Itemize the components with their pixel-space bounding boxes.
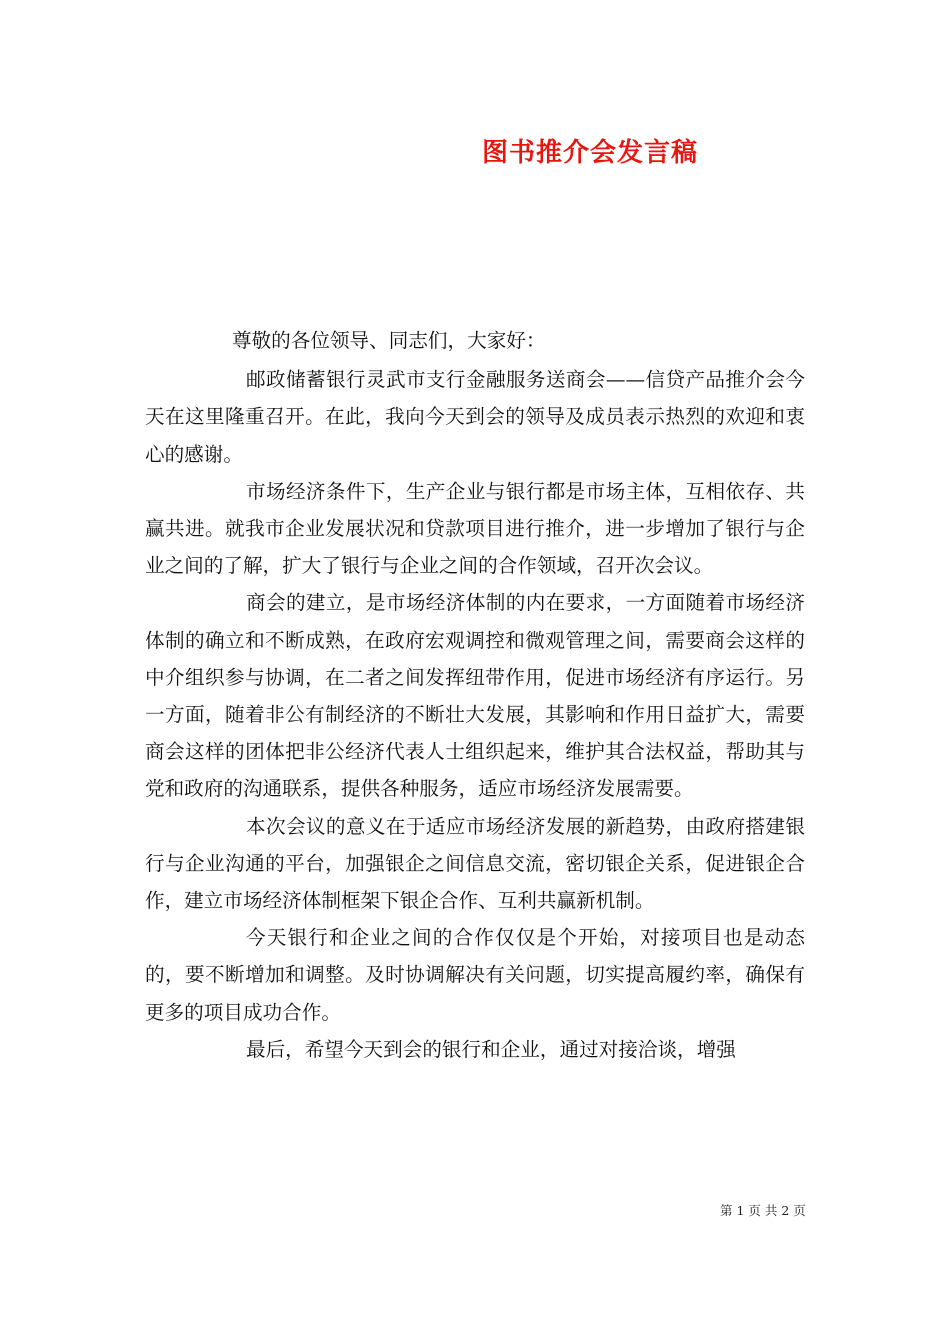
paragraph-3: 商会的建立，是市场经济体制的内在要求，一方面随着市场经济体制的确立和不断成熟，在政府宏观调控和微观管理之间，需要商会这样的中介组织参与协调，在二者之间发挥纽带作用，促进市场经济有序运行。另一方面，随着非公有制经济的不断壮大发展，其影响和作用日益扩大，需要商会这样的团体把非公经济代表人士组织起来，维护其合法权益，帮助其与党和政府的沟通联系，提供各种服务，适应市场经济发展需要。 bbox=[145, 591, 805, 801]
document-title: 图书推介会发言稿 bbox=[481, 138, 698, 168]
greeting: 尊敬的各位领导、同志们，大家好： bbox=[232, 329, 546, 352]
paragraph-5: 今天银行和企业之间的合作仅仅是个开始，对接项目也是动态的，要不断增加和调整。及时协调解决有关问题，切实提高履约率，确保有更多的项目成功合作。 bbox=[145, 926, 805, 1024]
document-body bbox=[145, 322, 805, 1068]
page-number-footer: 第 1 页 共 2 页 bbox=[720, 1203, 806, 1218]
paragraph-4: 本次会议的意义在于适应市场经济发展的新趋势，由政府搭建银行与企业沟通的平台，加强银企之间信息交流，密切银企关系，促进银企合作，建立市场经济体制框架下银企合作、互利共赢新机制。 bbox=[145, 814, 805, 913]
paragraph-1: 邮政储蓄银行灵武市支行金融服务送商会——信贷产品推介会今天在这里隆重召开。在此，我向今天到会的领导及成员表示热烈的欢迎和衷心的感谢。 bbox=[145, 368, 805, 466]
paragraph-2: 市场经济条件下，生产企业与银行都是市场主体，互相依存、共赢共进。就我市企业发展状况和贷款项目进行推介，进一步增加了银行与企业之间的了解，扩大了银行与企业之间的合作领域，召开次会议。 bbox=[145, 479, 805, 578]
paragraph-6: 最后，希望今天到会的银行和企业，通过对接洽谈，增强 bbox=[246, 1037, 736, 1061]
